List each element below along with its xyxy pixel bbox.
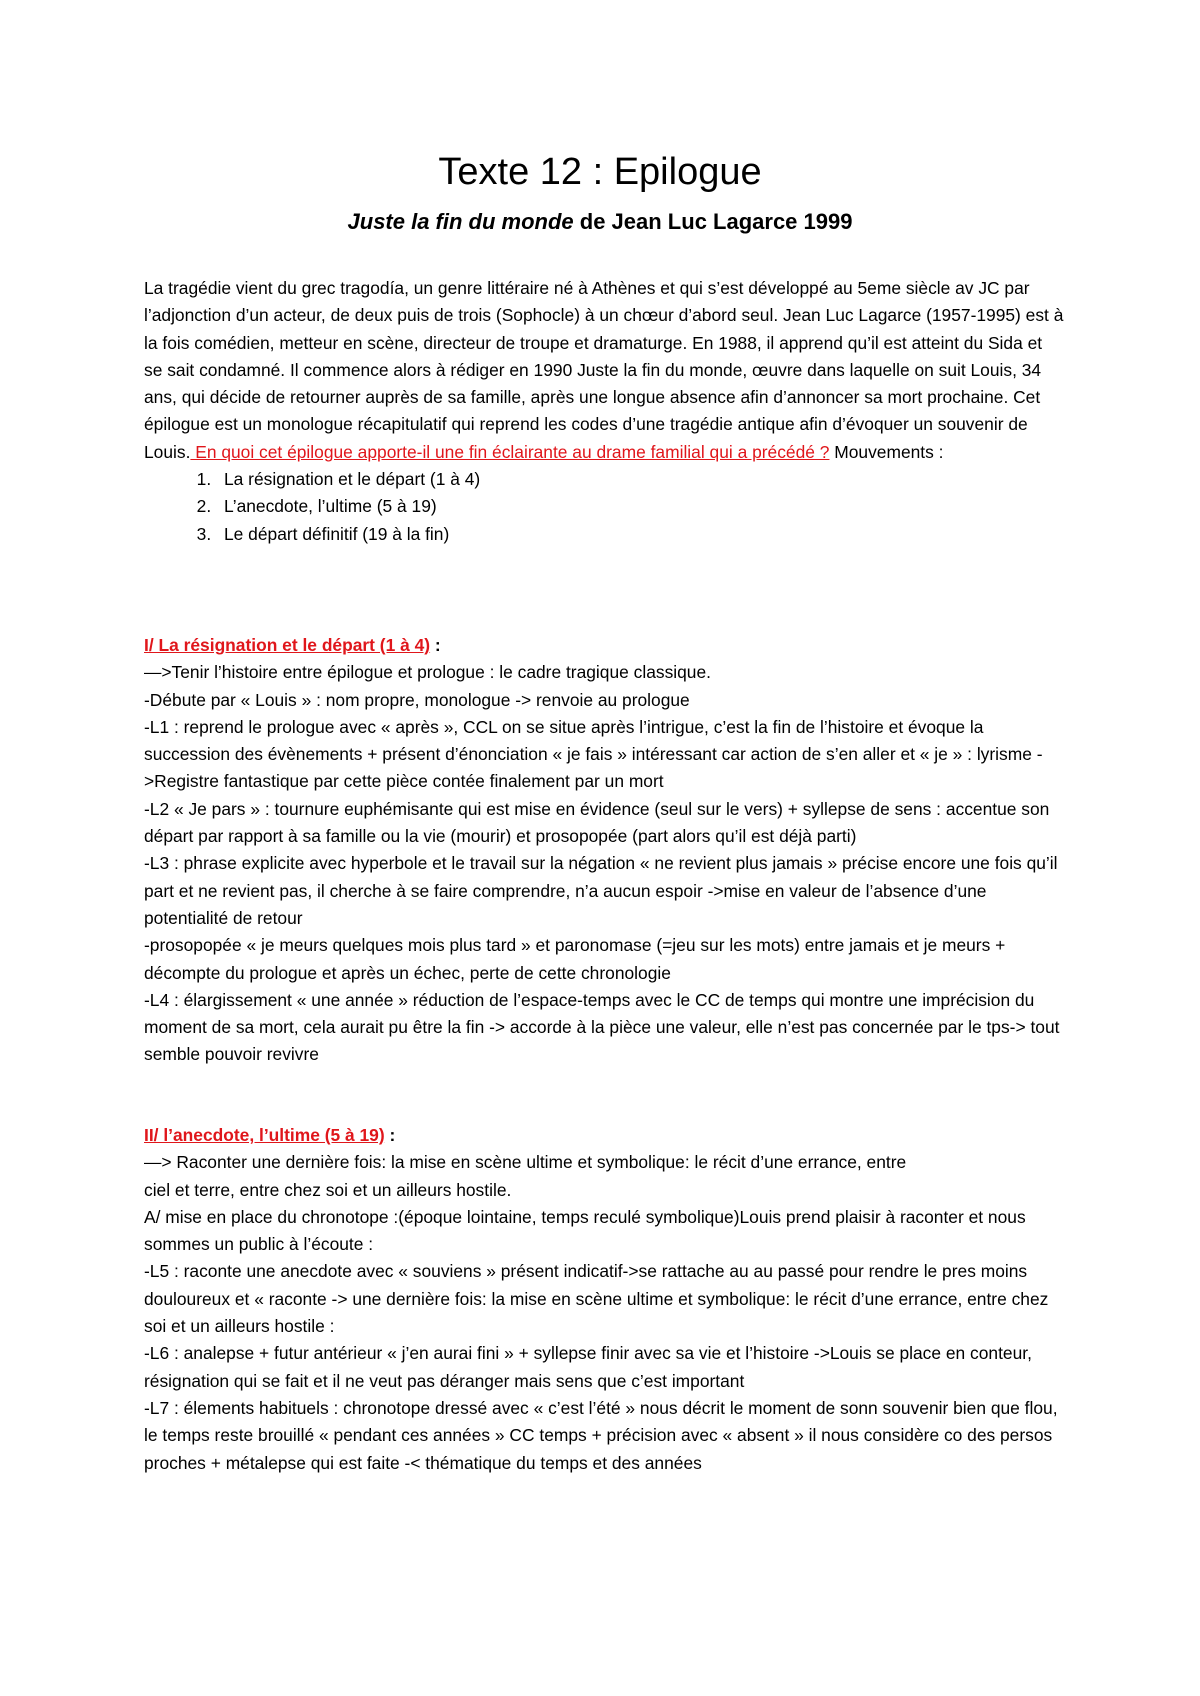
section-1-heading-line	[144, 632, 1064, 659]
section-2-heading: II/ l’anecdote, l’ultime (5 à 19)	[144, 1125, 385, 1145]
paragraph-line: A/ mise en place du chronotope :(époque lointaine, temps reculé symbolique)Louis prend plaisir à raconter et nous sommes un public à l’écoute :	[144, 1206, 1026, 1255]
section-1	[144, 632, 1064, 1069]
introduction	[144, 275, 1064, 548]
paragraph-line: -L2 « Je pars » : tournure euphémisante qui est mise en évidence (seul sur le vers) + syllepse de sens : accentue son départ par rapport à sa famille ou la vie (mourir) et prosopopée (part alors qu’il est déjà parti)	[144, 798, 1050, 847]
heading-colon: :	[430, 635, 441, 655]
work-title: Juste la fin du monde	[347, 209, 574, 234]
paragraph-line: —> Raconter une dernière fois: la mise en scène ultime et symbolique: le récit d’une errance, entre ciel et terre, entre chez soi et un ailleurs hostile.	[144, 1152, 907, 1200]
paragraph-line: -L6 : analepse + futur antérieur « j’en aurai fini » + syllepse finir avec sa vie et l’histoire ->Louis se place en conteur, résignation qui se fait et il ne veut pas déranger mais sens que c’est important	[144, 1343, 1032, 1391]
intro-text: La tragédie vient du grec tragodía, un genre littéraire né à Athènes et qui s’est développé au 5eme siècle av JC par l’adjonction d’un acteur, de deux puis de trois (Sophocle) à un chœur d’abord seul. Jean Luc Lagarce (1957-1995) est à la fois comédien, metteur en scène, directeur de troupe et dramaturge. En 1988, il apprend qu’il est atteint du Sida et se sait condamné. Il commence alors à rédiger en 1990 Juste la fin du monde, œuvre dans laquelle on suit Louis, 34 ans, qui décide de retourner auprès de sa famille, après une longue absence afin d’annoncer sa mort prochaine. Cet épilogue est un monologue récapitulatif qui reprend les codes d’une tragédie antique afin d’évoquer un souvenir de Louis.	[144, 278, 1064, 462]
paragraph-line: -Débute par « Louis » : nom propre, monologue -> renvoie au prologue	[144, 689, 690, 710]
page-subtitle	[0, 207, 1200, 237]
page-title: Texte 12 : Epilogue	[438, 151, 762, 193]
list-item: 2. L’anecdote, l’ultime (5 à 19)	[216, 493, 1064, 520]
paragraph-line: -L1 : reprend le prologue avec « après », CCL on se situe après l’intrigue, c’est la fin de l’histoire et évoque la succession des évènements + présent d’énonciation « je fais » intéressant car action de s’en aller et « je » : lyrisme ->Registre fantastique par cette pièce contée finalement par un mort	[144, 716, 1043, 792]
section-2-heading-line	[144, 1122, 1064, 1149]
list-item: 3. Le départ définitif (19 à la fin)	[216, 521, 1064, 548]
paragraph-line: -L5 : raconte une anecdote avec « souviens » présent indicatif->se rattache au au passé pour rendre le pres moins douloureux et « raconte -> une dernière fois: la mise en scène ultime et symbolique: le récit d’une errance, entre chez soi et un ailleurs hostile :	[144, 1261, 1049, 1337]
intro-paragraph	[144, 275, 1064, 466]
movements-list	[144, 466, 1064, 548]
author-year: de Jean Luc Lagarce 1999	[573, 209, 853, 234]
paragraph-line: -L3 : phrase explicite avec hyperbole et le travail sur la négation « ne revient plus jamais » précise encore une fois qu’il part et ne revient pas, il cherche à se faire comprendre, n’a aucun espoir ->mise en valeur de l’absence d’une potentialité de retour	[144, 853, 1058, 928]
paragraph-line: —>Tenir l’histoire entre épilogue et prologue : le cadre tragique classique.	[144, 662, 711, 683]
paragraph-line: -L7 : élements habituels : chronotope dressé avec « c’est l’été » nous décrit le moment de sonn souvenir bien que flou, le temps reste brouillé « pendant ces années » CC temps + précision avec « absent » il nous considère co des persos proches + métalepse qui est faite -< thématique du temps et des années	[144, 1397, 1058, 1473]
section-1-heading: I/ La résignation et le départ (1 à 4)	[144, 635, 431, 655]
heading-colon: :	[384, 1125, 396, 1145]
paragraph-line: -L4 : élargissement « une année » réduction de l’espace-temps avec le CC de temps qui montre une imprécision du moment de sa mort, cela aurait pu être la fin -> accorde à la pièce une valeur, elle n’est pas concernée par le tps-> tout semble pouvoir revivre	[144, 989, 1060, 1065]
section-2	[144, 1122, 1064, 1477]
paragraph-line: -prosopopée « je meurs quelques mois plus tard » et paronomase (=jeu sur les mots) entre jamais et je meurs + décompte du prologue et après un échec, perte de cette chronologie	[144, 935, 1006, 983]
problematique: En quoi cet épilogue apporte-il une fin éclairante au drame familial qui a précédé ?	[190, 441, 830, 462]
list-item: 1. La résignation et le départ (1 à 4)	[216, 466, 1064, 493]
movements-label: Mouvements :	[829, 441, 944, 462]
